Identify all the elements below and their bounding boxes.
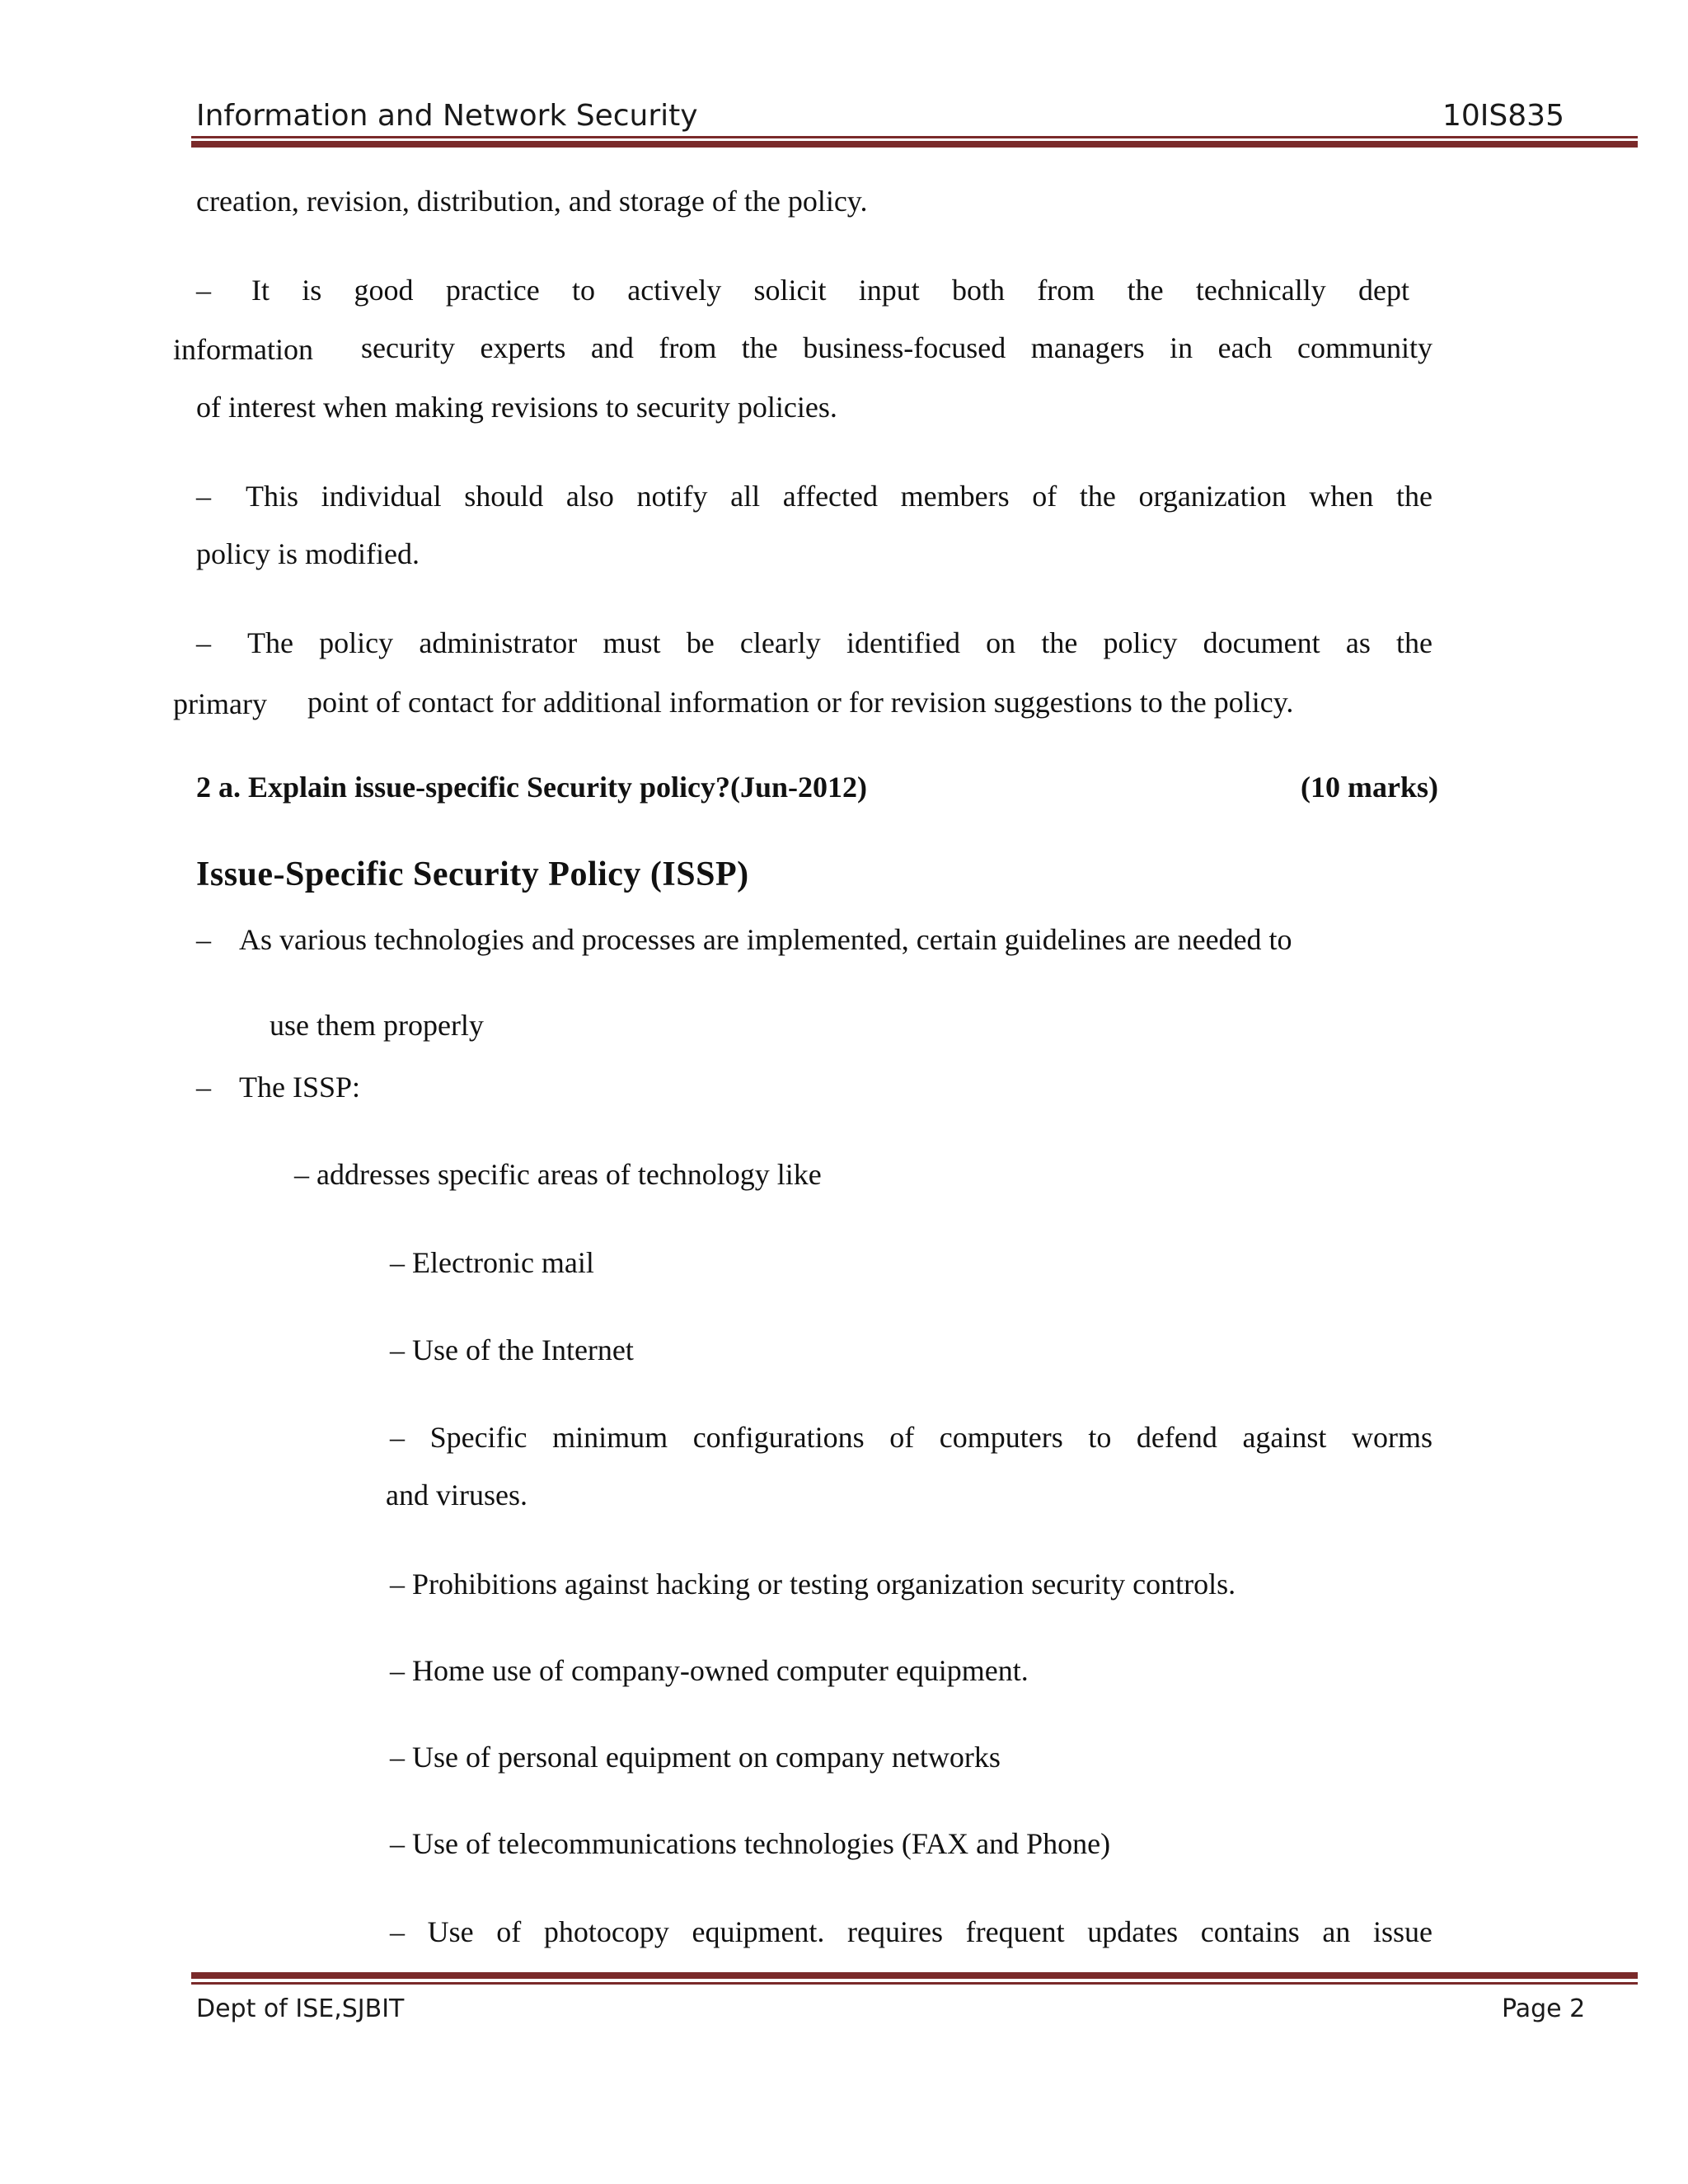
bullet-line: security experts and from the business-focused managers in each community <box>361 331 1432 364</box>
bullet-line: point of contact for additional information or for revision suggestions to the policy. <box>307 686 1294 719</box>
bullet-line: It is good practice to actively solicit input both from the technically dept <box>251 274 1409 307</box>
list-item: – Home use of company-owned computer equipment. <box>390 1654 1029 1687</box>
question-text: 2 a. Explain issue-specific Security policy?(Jun-2012) <box>196 771 868 804</box>
bullet-line: policy is modified. <box>196 537 420 570</box>
section-heading: Issue-Specific Security Policy (ISSP) <box>196 855 749 893</box>
bullet-line-start: primary <box>173 687 267 720</box>
list-item: – Use of the Internet <box>390 1333 634 1366</box>
footer-rule-thick <box>191 1972 1638 1979</box>
page-number: Page 2 <box>1502 1994 1586 2023</box>
bullet-dash: – <box>196 626 211 659</box>
bullet-line: use them properly <box>270 1009 484 1042</box>
bullet-line: of interest when making revisions to security policies. <box>196 391 837 424</box>
list-item: – Use of telecommunications technologies (FAX and Phone) <box>390 1827 1111 1860</box>
bullet-line: The ISSP: <box>239 1071 361 1104</box>
bullet-line: The policy administrator must be clearly identified on the policy document as the <box>247 626 1432 659</box>
paragraph-line: creation, revision, distribution, and storage of the policy. <box>196 185 868 218</box>
list-item-continuation: and viruses. <box>386 1479 528 1511</box>
question-marks: (10 marks) <box>1301 771 1438 804</box>
bullet-dash: – <box>196 1071 211 1104</box>
list-item: – Specific minimum configurations of computers to defend against worms <box>390 1421 1432 1454</box>
footer-rule-thin <box>191 1982 1638 1985</box>
bullet-line: This individual should also notify all affected members of the organization when the <box>246 480 1432 513</box>
bullet-line: As various technologies and processes are implemented, certain guidelines are needed to <box>239 923 1292 956</box>
bullet-dash: – <box>196 480 211 513</box>
bullet-dash: – <box>196 274 211 307</box>
list-item: – Electronic mail <box>390 1246 594 1279</box>
bullet-line-start: information <box>173 333 313 366</box>
bullet-dash: – <box>196 923 211 956</box>
list-item: – Use of personal equipment on company networks <box>390 1741 1001 1774</box>
footer-dept: Dept of ISE,SJBIT <box>196 1994 405 2023</box>
list-item: – Prohibitions against hacking or testing organization security controls. <box>390 1568 1236 1601</box>
header-rule-thin <box>191 136 1638 138</box>
running-header-title: Information and Network Security <box>196 99 698 133</box>
sub-bullet: – addresses specific areas of technology like <box>294 1158 822 1191</box>
running-header-code: 10IS835 <box>1442 99 1564 133</box>
header-rule-thick <box>191 141 1638 148</box>
list-item: – Use of photocopy equipment. requires frequent updates contains an issue <box>390 1915 1432 1948</box>
